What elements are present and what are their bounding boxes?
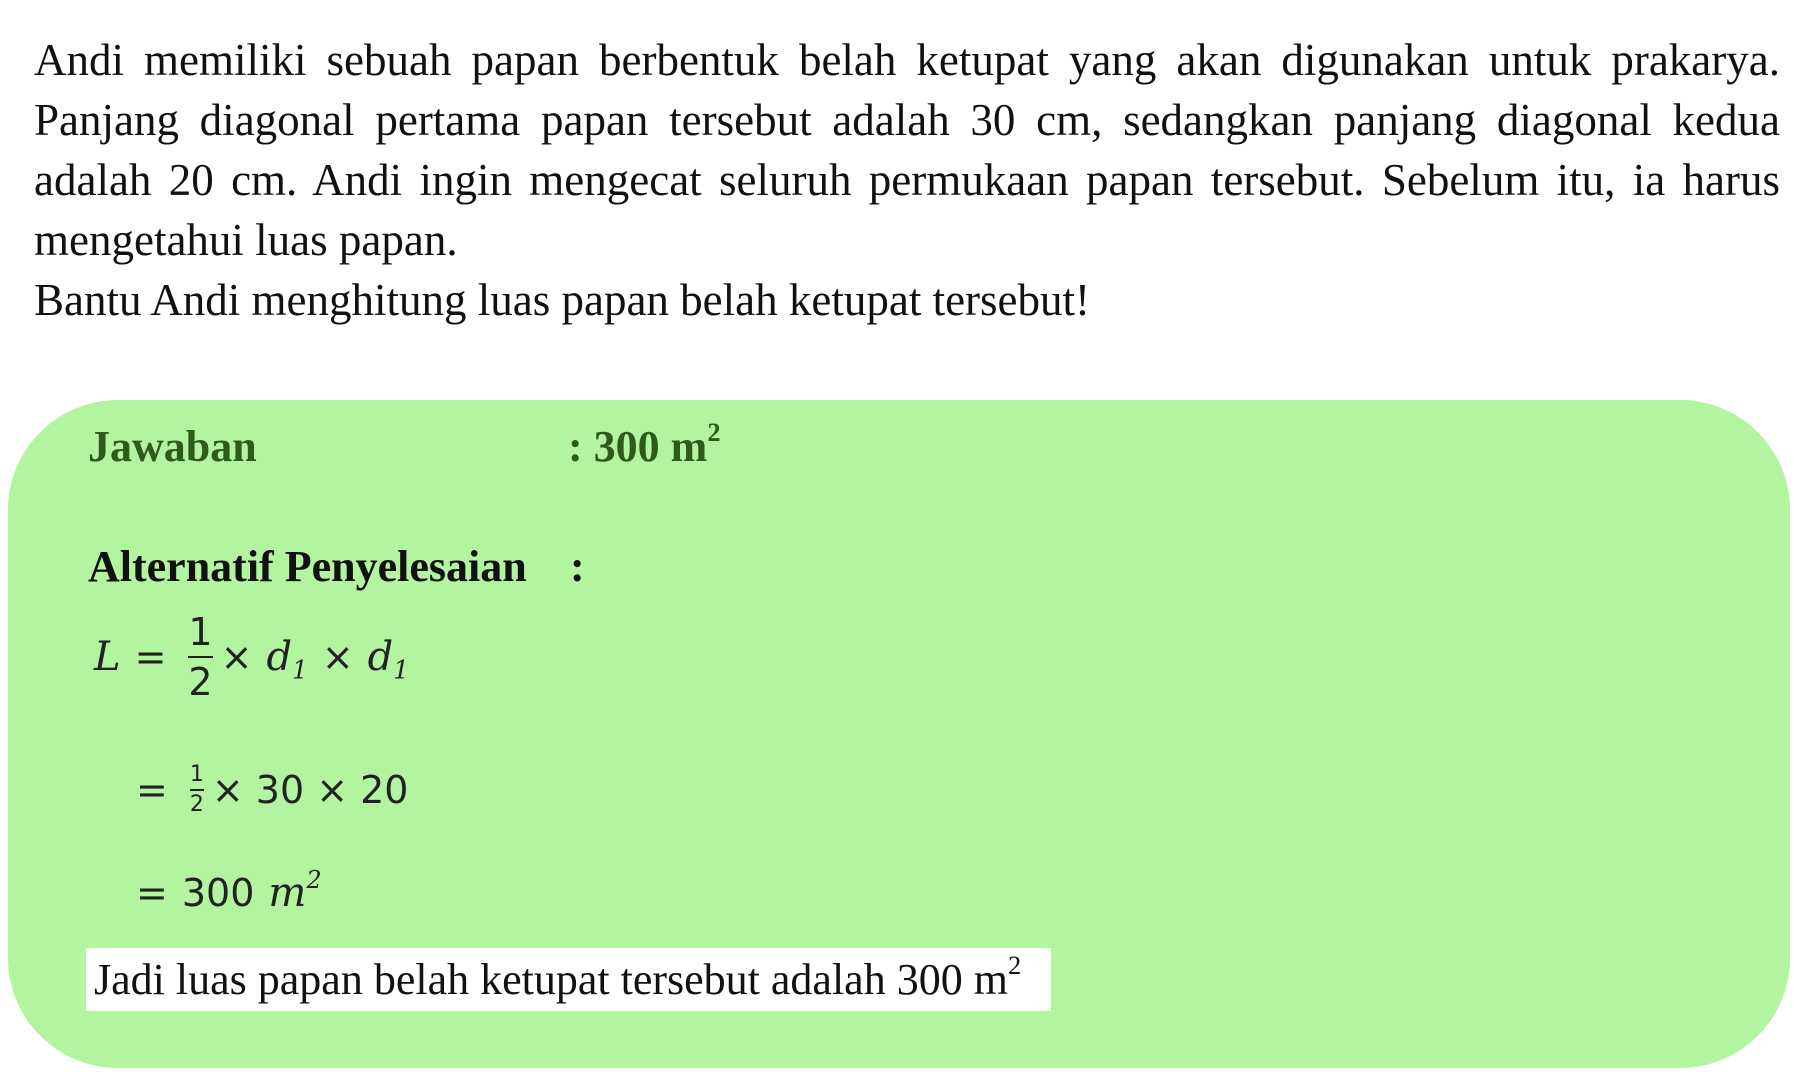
conclusion-text: Jadi luas papan belah ketupat tersebut adalah 300 m [94,955,1008,1004]
eq1-d-a [266,634,308,685]
problem-question: Bantu Andi menghitung luas papan belah ketupat tersebut! [34,275,1091,325]
eq3-exponent: 2 [306,866,322,894]
conclusion-exponent: 2 [1007,950,1022,981]
eq1-d-b [367,634,410,685]
answer-value [568,417,721,472]
eq1-times-1: × [220,635,253,679]
eq3-equals: = [136,871,168,915]
eq2-frac-num: 1 [189,762,204,788]
answer-value-exponent: 2 [707,417,721,448]
eq1-d-a-letter: d [266,634,293,680]
eq3-value: 300 [181,871,255,915]
eq1-lhs: L [94,634,121,680]
eq1-equals: = [134,635,167,679]
eq1-frac-num: 1 [188,610,213,654]
equation-line-3 [136,858,322,928]
eq1-d-b-letter: d [367,634,394,680]
answer-value-text: : 300 m [568,422,708,471]
eq1-times-2: × [321,635,354,679]
eq2-frac-den: 2 [189,791,204,817]
eq3-unit [268,866,322,916]
solution-colon: : [570,542,585,591]
answer-label: Jawaban [88,422,257,471]
conclusion-box [86,948,1051,1011]
eq2-fraction [190,764,204,816]
problem-statement [34,30,1780,330]
eq2-equals: = [136,768,168,812]
eq1-d-a-sub: 1 [292,655,308,685]
eq1-d-b-sub: 1 [393,655,410,685]
eq1-fraction [188,610,213,704]
equation-line-1 [94,602,409,712]
eq2-rest: × 30 × 20 [211,768,409,812]
answer-box [8,400,1790,1068]
eq3-unit-letter: m [268,870,307,916]
problem-paragraph: Andi memiliki sebuah papan berbentuk belah ketupat yang akan digunakan untuk prakarya. Panjang diagonal pertama papan tersebut adalah 30 cm, sedangkan panjang diagonal kedua adalah 20 cm. Andi ingin mengecat seluruh permukaan papan tersebut. Sebelum itu, ia harus mengetahui luas papan. [34,35,1780,265]
solution-label: Alternatif Penyelesaian [88,542,527,591]
equation-line-2 [136,745,408,835]
eq1-frac-den: 2 [188,660,213,704]
